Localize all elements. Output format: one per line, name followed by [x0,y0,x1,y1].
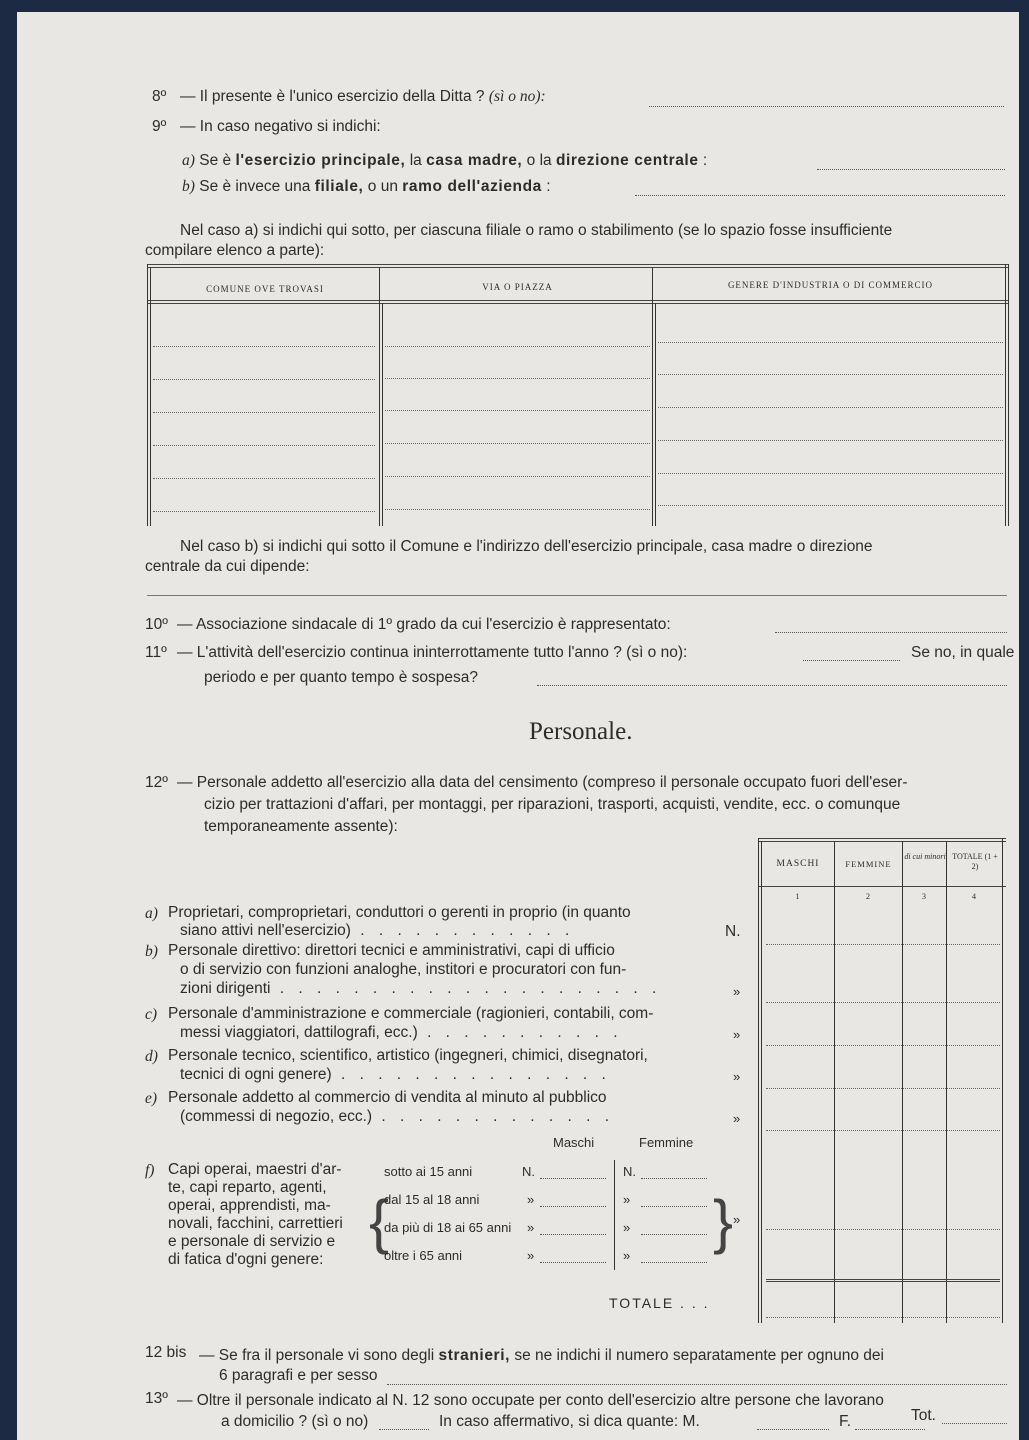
row-f-line6: di fatica d'ogni genere: [168,1251,324,1268]
age-18-65: da più di 18 ai 65 anni [384,1220,512,1235]
q13-line1: — Oltre il personale indicato al N. 12 sono occupate per conto dell'esercizio altre persone che lavorano [177,1392,884,1409]
age-18-65-m: » [527,1220,535,1235]
q13-domicilio-field[interactable] [379,1429,429,1430]
q12bis-line2: 6 paragrafi e per sesso [219,1367,378,1384]
q10-text: — Associazione sindacale di 1º grado da cui l'esercizio è rappresentato: [177,616,671,633]
q10-number: 10º [145,616,168,633]
q11-number: 11º [145,644,167,661]
age-over65-f: » [623,1248,631,1263]
q9-text: — In caso negativo si indichi: [180,118,381,135]
totale-label: TOTALE . . . [609,1295,710,1311]
age-over65: oltre i 65 anni [384,1248,463,1263]
q8-number: 8º [152,88,167,105]
row-b-line3: zioni dirigenti . . . . . . . . . . . . . . . . . . . . . [180,980,662,997]
row-d-line2: tecnici di ogni genere) . . . . . . . . . . . . . . . [180,1066,611,1083]
row-f-line2: te, capi reparto, agenti, [168,1179,327,1196]
row-f-line3: operai, apprendisti, ma- [168,1197,331,1214]
row-a-letter: a) [145,905,158,922]
q13-tot-label: Tot. [911,1407,936,1424]
row-a-line2: siano attivi nell'esercizio) . . . . . . . . . . . . [180,922,575,939]
q12-number: 12º [145,774,168,791]
age-over65-m-field[interactable] [540,1262,606,1263]
note-b-answer-line[interactable] [147,595,1007,596]
row-e-mark: » [733,1111,741,1126]
age-under15-f: N. [623,1164,636,1179]
row-f-brace-left: { [369,1188,390,1255]
age-under15-m: N. [522,1164,535,1179]
row-b-line1: Personale direttivo: direttori tecnici e amministrativi, capi di ufficio [168,942,615,959]
row-e-line2: (commessi di negozio, ecc.) . . . . . . . . . . . . . [180,1108,615,1125]
row-f-line4: novali, facchini, carrettieri [168,1215,343,1232]
row-d-letter: d) [145,1048,158,1065]
q9b-text: b) Se è invece una filiale, o un ramo dell'azienda : [182,178,551,195]
age-18-65-f: » [623,1220,631,1235]
row-c-mark: » [733,1027,741,1042]
row-f-letter: f) [145,1162,155,1179]
age-15-18: dal 15 al 18 anni [384,1192,480,1207]
row-f-line1: Capi operai, maestri d'ar- [168,1161,342,1178]
q12bis-answer-line[interactable] [387,1384,1007,1385]
staff-header-minori: di cui minori [904,852,946,861]
q9a-answer-line[interactable] [817,169,1005,170]
branch-header-via: VIA O PIAZZA [482,282,553,292]
q12-line2: cizio per trattazioni d'affari, per montaggi, per riparazioni, trasporti, acquisti, vendite, ecc. o comunque [204,796,901,813]
row-a-mark: N. [725,923,741,940]
note-a-line2: compilare elenco a parte): [145,242,325,259]
row-e-letter: e) [145,1090,158,1107]
row-b-letter: b) [145,943,158,960]
age-18-65-m-field[interactable] [540,1234,606,1235]
branch-table [147,264,1009,526]
q12bis-line1: — Se fra il personale vi sono degli stranieri, se ne indichi il numero separatamente per ognuno dei [199,1347,884,1364]
age-under15: sotto ai 15 anni [384,1164,473,1179]
row-f-col-femmine: Femmine [639,1135,694,1150]
q9b-answer-line[interactable] [635,195,1005,196]
q13-m-field[interactable] [757,1429,829,1430]
q12-line3: temporaneamente assente): [204,818,398,835]
q11-period-line[interactable] [537,685,1007,686]
col-num-3: 3 [922,892,927,901]
q11-tail: Se no, in quale [911,644,1015,661]
q13-tot-field[interactable] [942,1423,1007,1424]
staff-header-totale: TOTALE (1 + 2) [952,852,998,871]
row-a-line1: Proprietari, comproprietari, conduttori o gerenti in proprio (in quanto [168,904,631,921]
row-f-mark: » [733,1212,741,1227]
note-b-line1: Nel caso b) si indichi qui sotto il Comune e l'indirizzo dell'esercizio principale, casa madre o direzione [180,538,873,555]
q11-text: — L'attività dell'esercizio continua ininterrottamente tutto l'anno ? (sì o no): [177,644,688,661]
age-under15-f-field[interactable] [641,1178,707,1179]
staff-header-maschi: MASCHI [776,859,820,869]
q11-line2: periodo e per quanto tempo è sospesa? [204,669,479,686]
staff-header-femmine: FEMMINE [845,859,892,869]
row-f-brace-right: } [713,1188,734,1255]
section-title: Personale. [529,718,633,745]
age-under15-m-field[interactable] [540,1178,606,1179]
col-num-1: 1 [795,892,801,901]
q13-line2b: In caso affermativo, si dica quante: M. [439,1413,700,1430]
row-c-line1: Personale d'amministrazione e commerciale (ragionieri, contabili, com- [168,1005,654,1022]
q12-line1: — Personale addetto all'esercizio alla data del censimento (compreso il personale occupato fuori dell'eser- [177,774,908,791]
row-d-line1: Personale tecnico, scientifico, artistico (ingegneri, chimici, disegnatori, [168,1047,648,1064]
note-b-line2: centrale da cui dipende: [145,558,310,575]
q8-answer-line[interactable] [649,106,1004,107]
age-15-18-f: » [623,1192,631,1207]
row-e-line1: Personale addetto al commercio di vendita al minuto al pubblico [168,1089,607,1106]
row-f-line5: e personale di servizio e [168,1233,336,1250]
row-c-letter: c) [145,1006,158,1023]
row-b-line2: o di servizio con funzioni analoghe, institori e procuratori con fun- [180,961,627,978]
q13-f-field[interactable] [855,1429,925,1430]
branch-header-genere: GENERE D'INDUSTRIA O DI COMMERCIO [727,280,934,290]
age-18-65-f-field[interactable] [641,1234,707,1235]
form-page [17,12,1019,1440]
q9-number: 9º [152,118,167,135]
age-over65-f-field[interactable] [641,1262,707,1263]
age-15-18-m-field[interactable] [540,1206,606,1207]
q13-f-label: F. [839,1413,852,1430]
q13-number: 13º [145,1390,168,1407]
q10-answer-line[interactable] [775,632,1007,633]
col-num-2: 2 [866,892,871,901]
q9a-text: a) Se è l'esercizio principale, la casa madre, o la direzione centrale : [182,152,708,169]
row-c-line2: messi viaggiatori, dattilografi, ecc.) . . . . . . . . . . . [180,1024,623,1041]
q11-answer-line[interactable] [803,660,900,661]
row-b-mark: » [733,984,741,999]
q12bis-number: 12 bis [145,1344,187,1361]
age-over65-m: » [527,1248,535,1263]
staff-table [758,838,1006,1323]
age-15-18-f-field[interactable] [641,1206,707,1207]
q8-text: — Il presente è l'unico esercizio della Ditta ? (sì o no): [180,88,546,105]
row-d-mark: » [733,1069,741,1084]
age-15-18-m: » [527,1192,535,1207]
note-a-line1: Nel caso a) si indichi qui sotto, per ciascuna filiale o ramo o stabilimento (se lo spazio fosse insufficiente [180,222,893,239]
row-f-col-maschi: Maschi [553,1135,595,1150]
branch-header-comune: COMUNE OVE TROVASI [206,284,324,294]
col-num-4: 4 [972,892,977,901]
q13-line2a: a domicilio ? (sì o no) [221,1413,369,1430]
